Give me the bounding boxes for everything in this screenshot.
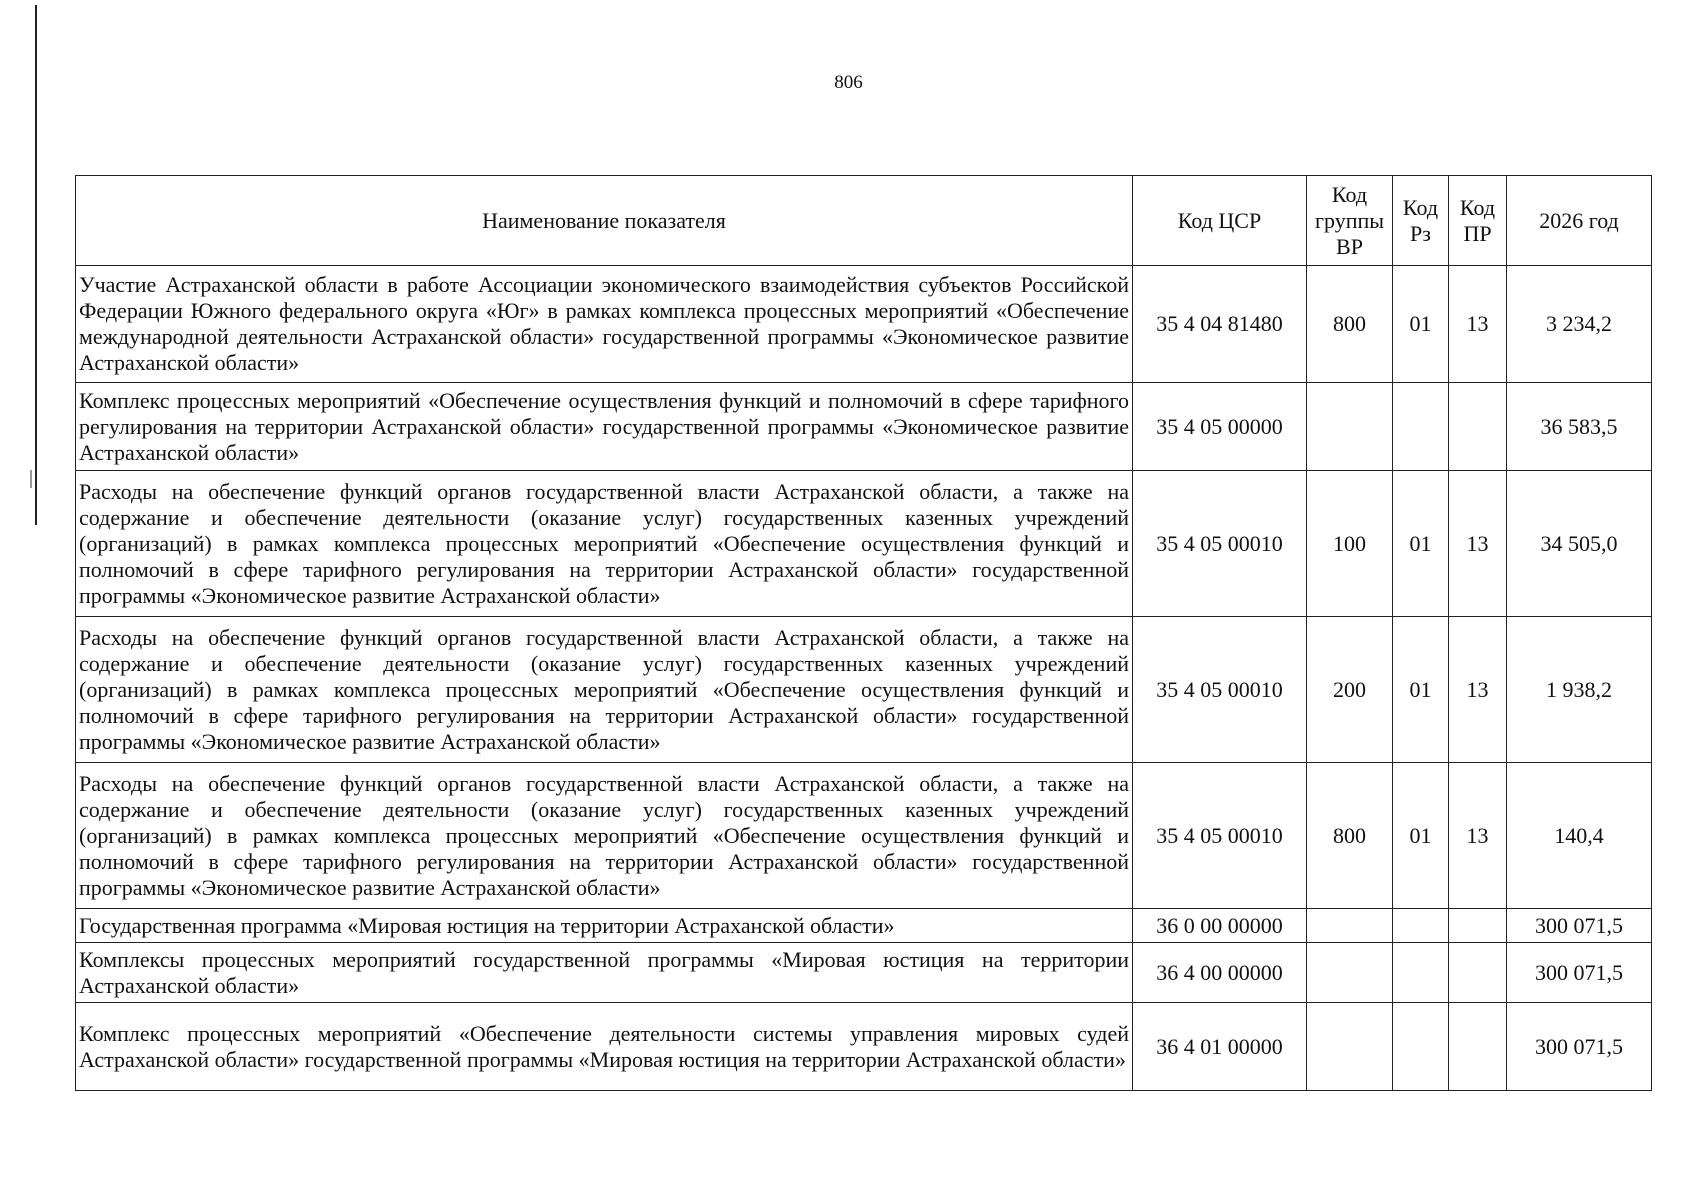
table-row	[76, 943, 1652, 1003]
row-vr-cell: 100	[1307, 471, 1393, 617]
row-rz-cell	[1393, 943, 1449, 1003]
page-number: 806	[834, 72, 863, 93]
table-row	[76, 383, 1652, 471]
row-pr-cell: 13	[1449, 763, 1507, 909]
header-csr-code: Код ЦСР	[1133, 176, 1307, 266]
row-rz-cell	[1393, 1003, 1449, 1091]
table-body	[76, 266, 1652, 1091]
row-csr-cell: 35 4 05 00010	[1133, 763, 1307, 909]
header-pr-code: Код ПР	[1449, 176, 1507, 266]
table-row	[76, 1003, 1652, 1091]
row-amount-cell: 36 583,5	[1507, 383, 1652, 471]
budget-table	[75, 175, 1652, 1091]
header-vr-code: Код группы ВР	[1307, 176, 1393, 266]
row-vr-cell: 800	[1307, 763, 1393, 909]
row-csr-cell: 35 4 05 00000	[1133, 383, 1307, 471]
header-rz-code: Код Рз	[1393, 176, 1449, 266]
binding-mark	[30, 470, 32, 488]
row-rz-cell: 01	[1393, 471, 1449, 617]
row-rz-cell	[1393, 383, 1449, 471]
header-name: Наименование показателя	[76, 176, 1133, 266]
row-name-cell: Участие Астраханской области в работе Ассоциации экономического взаимодействия субъектов Российской Федерации Южного федерального округа «Юг» в рамках комплекса процессных мероприятий «Обеспечение международной деятельности Астраханской области» государственной программы «Экономическое развитие Астраханской области»	[76, 266, 1133, 383]
header-year-2026: 2026 год	[1507, 176, 1652, 266]
table-row	[76, 909, 1652, 943]
row-name-cell: Комплекс процессных мероприятий «Обеспечение осуществления функций и полномочий в сфере тарифного регулирования на территории Астраханской области» государственной программы «Экономическое развитие Астраханской области»	[76, 383, 1133, 471]
row-rz-cell: 01	[1393, 266, 1449, 383]
row-csr-cell: 35 4 05 00010	[1133, 617, 1307, 763]
table-row	[76, 617, 1652, 763]
row-name-cell: Государственная программа «Мировая юстиция на территории Астраханской области»	[76, 909, 1133, 943]
row-pr-cell	[1449, 1003, 1507, 1091]
table-row	[76, 266, 1652, 383]
row-name-cell: Комплексы процессных мероприятий государственной программы «Мировая юстиция на территории Астраханской области»	[76, 943, 1133, 1003]
row-amount-cell: 140,4	[1507, 763, 1652, 909]
row-csr-cell: 36 4 01 00000	[1133, 1003, 1307, 1091]
row-pr-cell	[1449, 943, 1507, 1003]
row-amount-cell: 300 071,5	[1507, 909, 1652, 943]
row-name-cell: Расходы на обеспечение функций органов государственной власти Астраханской области, а также на содержание и обеспечение деятельности (оказание услуг) государственных казенных учреждений (организаций) в рамках комплекса процессных мероприятий «Обеспечение осуществления функций и полномочий в сфере тарифного регулирования на территории Астраханской области» государственной программы «Экономическое развитие Астраханской области»	[76, 617, 1133, 763]
row-csr-cell: 35 4 05 00010	[1133, 471, 1307, 617]
row-vr-cell	[1307, 909, 1393, 943]
row-amount-cell: 300 071,5	[1507, 1003, 1652, 1091]
table-row	[76, 763, 1652, 909]
table-header-row	[76, 176, 1652, 266]
row-vr-cell	[1307, 1003, 1393, 1091]
row-rz-cell: 01	[1393, 617, 1449, 763]
row-rz-cell: 01	[1393, 763, 1449, 909]
row-pr-cell: 13	[1449, 266, 1507, 383]
row-pr-cell	[1449, 383, 1507, 471]
table-row	[76, 471, 1652, 617]
row-pr-cell	[1449, 909, 1507, 943]
row-name-cell: Комплекс процессных мероприятий «Обеспечение деятельности системы управления мировых судей Астраханской области» государственной программы «Мировая юстиция на территории Астраханской области»	[76, 1003, 1133, 1091]
row-amount-cell: 1 938,2	[1507, 617, 1652, 763]
row-pr-cell: 13	[1449, 617, 1507, 763]
row-vr-cell: 800	[1307, 266, 1393, 383]
row-name-cell: Расходы на обеспечение функций органов государственной власти Астраханской области, а также на содержание и обеспечение деятельности (оказание услуг) государственных казенных учреждений (организаций) в рамках комплекса процессных мероприятий «Обеспечение осуществления функций и полномочий в сфере тарифного регулирования на территории Астраханской области» государственной программы «Экономическое развитие Астраханской области»	[76, 763, 1133, 909]
row-amount-cell: 3 234,2	[1507, 266, 1652, 383]
row-csr-cell: 35 4 04 81480	[1133, 266, 1307, 383]
row-csr-cell: 36 0 00 00000	[1133, 909, 1307, 943]
row-vr-cell	[1307, 383, 1393, 471]
row-name-cell: Расходы на обеспечение функций органов государственной власти Астраханской области, а также на содержание и обеспечение деятельности (оказание услуг) государственных казенных учреждений (организаций) в рамках комплекса процессных мероприятий «Обеспечение осуществления функций и полномочий в сфере тарифного регулирования на территории Астраханской области» государственной программы «Экономическое развитие Астраханской области»	[76, 471, 1133, 617]
row-vr-cell: 200	[1307, 617, 1393, 763]
row-vr-cell	[1307, 943, 1393, 1003]
row-amount-cell: 300 071,5	[1507, 943, 1652, 1003]
row-amount-cell: 34 505,0	[1507, 471, 1652, 617]
row-rz-cell	[1393, 909, 1449, 943]
row-pr-cell: 13	[1449, 471, 1507, 617]
row-csr-cell: 36 4 00 00000	[1133, 943, 1307, 1003]
